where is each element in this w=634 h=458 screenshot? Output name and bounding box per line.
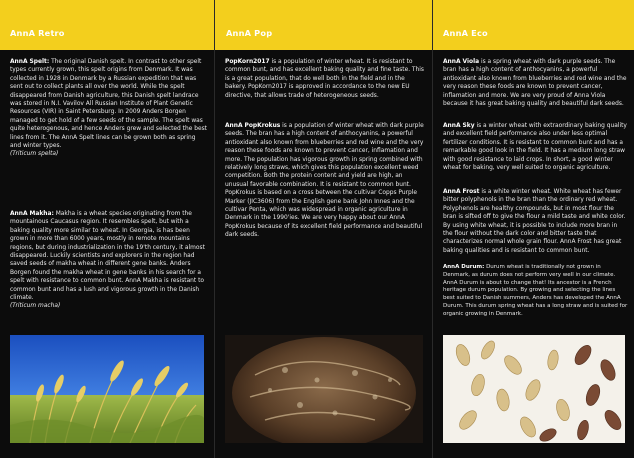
entry-body: Makha is a wheat species originating from the mountainous Caucasus region. It resembles spelt, but with a baking quality more similar to wheat. In Georgia, is has been grown in more than 6000 years, mostly in remote mountains regions, but during industrialization in the 19'th century, it almost disappeared. Luckily scientists and explorers in the region had saved seeds of makha wheat in different gene banks. Anders Borgen found the makha wheat in gene banks in his search for a spelt with resistance to common bunt. AnnA Makha is resistant to common bunt and has a lush and vigorous growth in the Danish climate. (10, 211, 205, 302)
entry-name: PopKorn2017 (225, 59, 270, 65)
entry-anna-sky (443, 122, 628, 172)
bread-loaf-photo (225, 335, 423, 443)
panel-title: AnnA Eco (443, 28, 488, 38)
entry-body: is a spring wheat with dark purple seeds. The bran has a high content of anthocyanins, a powerful antioxidant also known from blueberries and red wine and the very reason these foods are known to prevent cancer, inflamation and more. We are very proud of Anna Viola because it has great baking quality and beautiful dark seeds. (443, 59, 627, 108)
entry-anna-popkrokus (225, 122, 426, 240)
header-band (215, 0, 432, 50)
entry-body: is a population of winter wheat with dark purple seeds. The bran has a high content of anthocyanins, a powerful antioxidant also known from blueberries and red wine and the very reason these foods are known to prevent cancer, inflamation and more. The population has vigorous growth in spring combined with relatively long straws, which gives this population excellent weed competition. Both the protein content and yield are high, an unusual favorable combination. It is resistant to common bunt. PopKrokus is based on a cross between the cultivar Copps Purple Marker (JIC3606) from the English gene bank John Innes and the cultivar Penta, which was widespread in organic agriculture in Denmark in the 1990'ies. We are very happy about our AnnA PopKrokus because of its excellent field performance and beautiful dark seeds. (225, 123, 424, 239)
entry-body: Durum wheat is traditionally not grown in Denmark, as durum does not perform very well in our climate. AnnA Durum is about to change that! Its ancestor is a French heritage durum population. By growing and selecting the lines best suited to Danish summers, Anders has developed the AnnA Durum. This durum spring wheat has a long straw and is suited for organic growing in Denmark. (443, 264, 628, 317)
header-band (433, 0, 634, 50)
entry-popkorn2017 (225, 58, 426, 100)
panel-anna-pop (214, 0, 432, 458)
entry-anna-frost (443, 188, 628, 255)
entry-latin-name: (Triticum spelta) (10, 151, 59, 158)
wheat-field-photo (10, 335, 204, 443)
entry-name: AnnA Sky (443, 123, 475, 129)
panel-title: AnnA Retro (10, 28, 65, 38)
panel-anna-retro (0, 0, 214, 458)
entry-name: AnnA Makha: (10, 211, 54, 217)
header-band (0, 0, 214, 50)
panel-title: AnnA Pop (226, 28, 273, 38)
entry-anna-viola (443, 58, 628, 108)
durum-grains-photo (443, 335, 625, 443)
entry-body: is a white winter wheat. White wheat has fewer bitter polyphenols in the bran than the ordinary red wheat. Polyphenols are healthy compounds, but in most flour the bran is sifted off to give the flour a mild taste and white color. By using white wheat, it is possible to include more bran in the flour without the dark color and bitter taste that characterizes normal whole grain flour. AnnA Frost has great baking qualities and is resistant to common bunt. (443, 189, 626, 254)
panel-anna-eco (432, 0, 634, 458)
entry-body: is a winter wheat with extraordinary baking quality and excellent field performance also under less optimal fertilizer conditions. It is resistant to common bunt and has a remarkable good look in the field. It has a medium long straw with good resistance to laid crops. In short, a good winter wheat for baking, very well suited to organic agriculture. (443, 123, 627, 172)
entry-anna-spelt (10, 58, 208, 159)
entry-anna-makha (10, 210, 208, 311)
entry-body: is a population of winter wheat. It is resistant to common bunt, and has excellent baking quality and fine taste. This is a great population, that do well both in the field and in the bakery. PopKorn2017 is approved in accordance to the new EU directive, that allows trade of heterogeneous seeds. (225, 59, 424, 99)
entry-name: AnnA Viola (443, 59, 480, 65)
entry-name: AnnA Frost (443, 189, 480, 195)
entry-body: The original Danish spelt. In contrast to other spelt types currently grown, this spelt origins from Denmark. It was collected in 1928 in Denmark by a Russian expedition that was sent out to collect plants all over the world. While the spelt disappeared from Danish agriculture, this Danish spelt landrace was stored in N.I. Vavilov All Russian Institute of Plant Genetic Resources (VIR) in Saint Petersburg. In 2009 Anders Borgen managed to get hold of a few seeds of the sample. The spelt was quite heterogenous, and hence Anders grew and selected the best lines from it. The AnnA Spelt lines can be grown both as spring and winter types. (10, 59, 207, 150)
entry-name: AnnA Durum: (443, 264, 485, 270)
entry-anna-durum (443, 264, 628, 319)
entry-name: AnnA Spelt: (10, 59, 50, 65)
entry-latin-name: (Triticum macha) (10, 303, 61, 310)
entry-name: AnnA PopKrokus (225, 123, 281, 129)
